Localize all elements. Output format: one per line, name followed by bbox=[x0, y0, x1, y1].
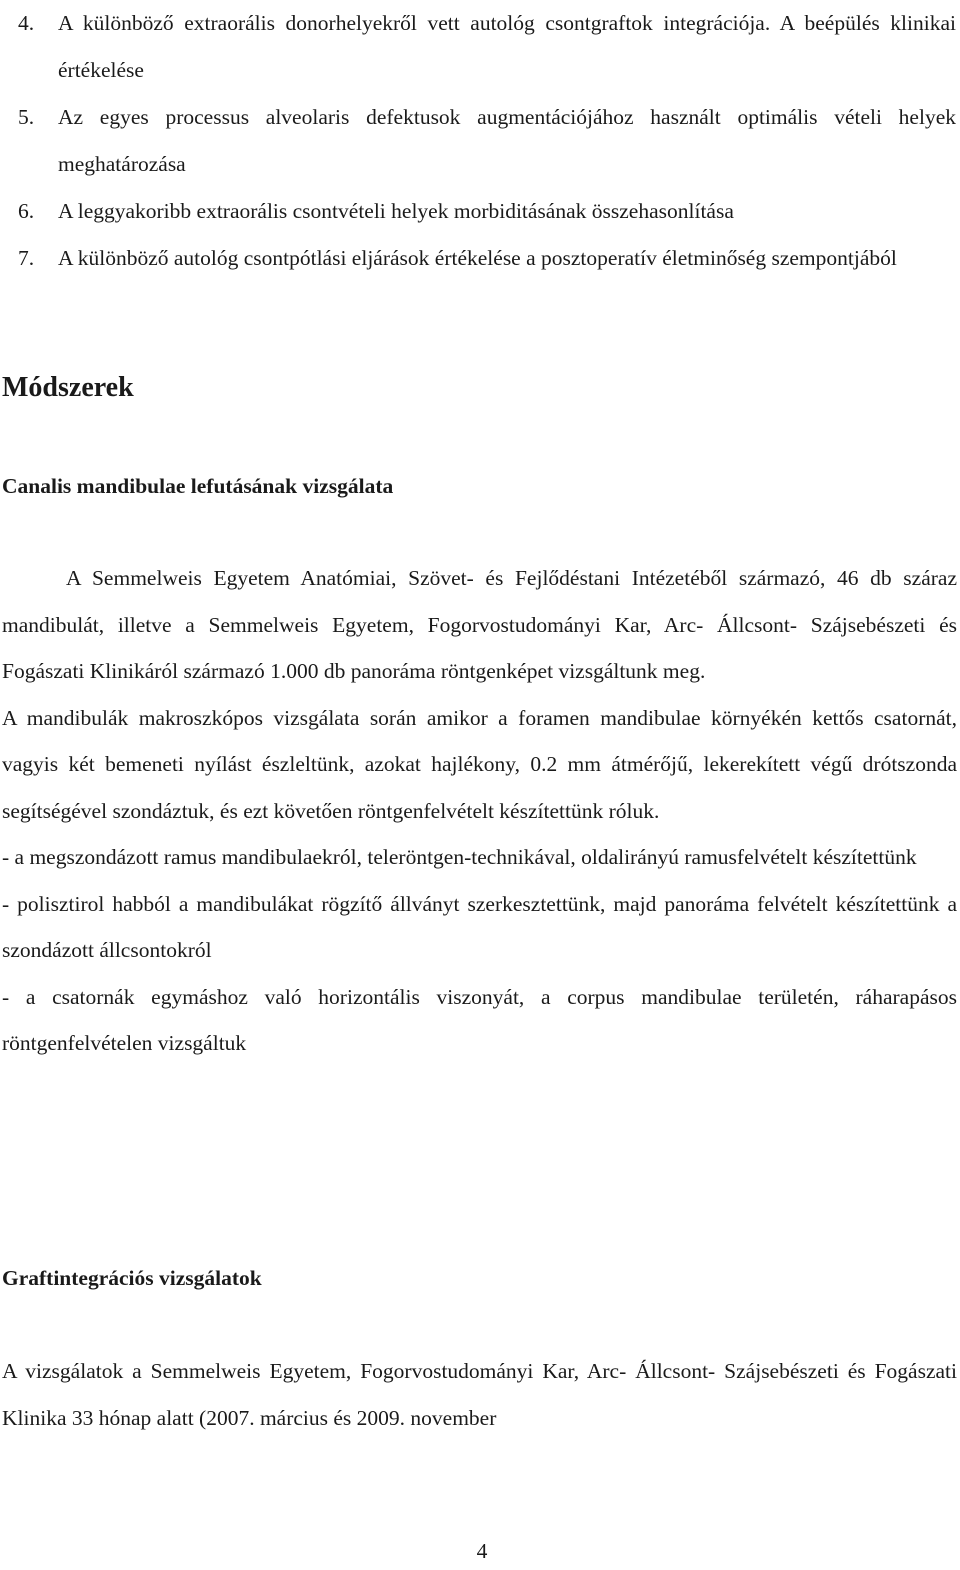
graft-section-body bbox=[2, 1348, 957, 1441]
list-item-text: Az egyes processus alveolaris defektusok augmentációjához használt optimális vételi helyek meghatározása bbox=[58, 105, 956, 176]
paragraph: - a megszondázott ramus mandibulaekról, teleröntgen-technikával, oldalirányú ramusfelvételt készítettünk bbox=[2, 845, 917, 869]
paragraph: - polisztirol habból a mandibulákat rögzítő állványt szerkesztettünk, majd panoráma felvételt készítettünk a szondázott állcsontokról bbox=[2, 891, 957, 962]
list-item bbox=[4, 235, 956, 282]
list-item-text: A különböző extraorális donorhelyekről vett autológ csontgraftok integrációja. A beépülés klinikai értékelése bbox=[58, 11, 956, 82]
paragraph: A mandibulák makroszkópos vizsgálata során amikor a foramen mandibulae környékén kettős csatornát, vagyis két bemeneti nyílást észleltünk, azokat hajlékony, 0.2 mm átmérőjű, lekerekített végű drótszonda segítségével szondáztuk, és ezt követően röntgenfelvételt készítettünk róluk. bbox=[2, 705, 957, 823]
page-number: 4 bbox=[476, 1539, 488, 1563]
list-item-number: 6. bbox=[18, 199, 35, 223]
list-item-number: 7. bbox=[18, 246, 35, 270]
graft-section-heading: Graftintegrációs vizsgálatok bbox=[2, 1266, 262, 1290]
paragraph: - a csatornák egymáshoz való horizontális viszonyát, a corpus mandibulae területén, ráharapásos röntgenfelvételen vizsgáltuk bbox=[2, 984, 957, 1055]
list-item bbox=[4, 0, 956, 94]
canalis-section-heading: Canalis mandibulae lefutásának vizsgálata bbox=[2, 474, 394, 498]
paragraph: A vizsgálatok a Semmelweis Egyetem, Fogorvostudományi Kar, Arc- Állcsont- Szájsebészeti és Fogászati Klinika 33 hónap alatt (2007. március és 2009. november bbox=[2, 1359, 957, 1430]
list-item bbox=[4, 188, 956, 235]
list-item-number: 4. bbox=[18, 11, 35, 35]
objectives-list bbox=[4, 0, 956, 282]
list-item-text: A különböző autológ csontpótlási eljárások értékelése a posztoperatív életminőség szempontjából bbox=[58, 246, 897, 270]
methods-heading: Módszerek bbox=[2, 372, 134, 403]
list-item bbox=[4, 94, 956, 188]
list-item-text: A leggyakoribb extraorális csontvételi helyek morbiditásának összehasonlítása bbox=[58, 199, 734, 223]
list-item-number: 5. bbox=[18, 105, 35, 129]
paragraph: A Semmelweis Egyetem Anatómiai, Szövet- és Fejlődéstani Intézetéből származó, 46 db száraz mandibulát, illetve a Semmelweis Egyetem, Fogorvostudományi Kar, Arc- Állcsont- Szájsebészeti és Fogászati Klinikáról származó 1.000 db panoráma röntgenképet vizsgáltunk meg. bbox=[2, 566, 957, 683]
canalis-section-body bbox=[2, 555, 957, 1067]
